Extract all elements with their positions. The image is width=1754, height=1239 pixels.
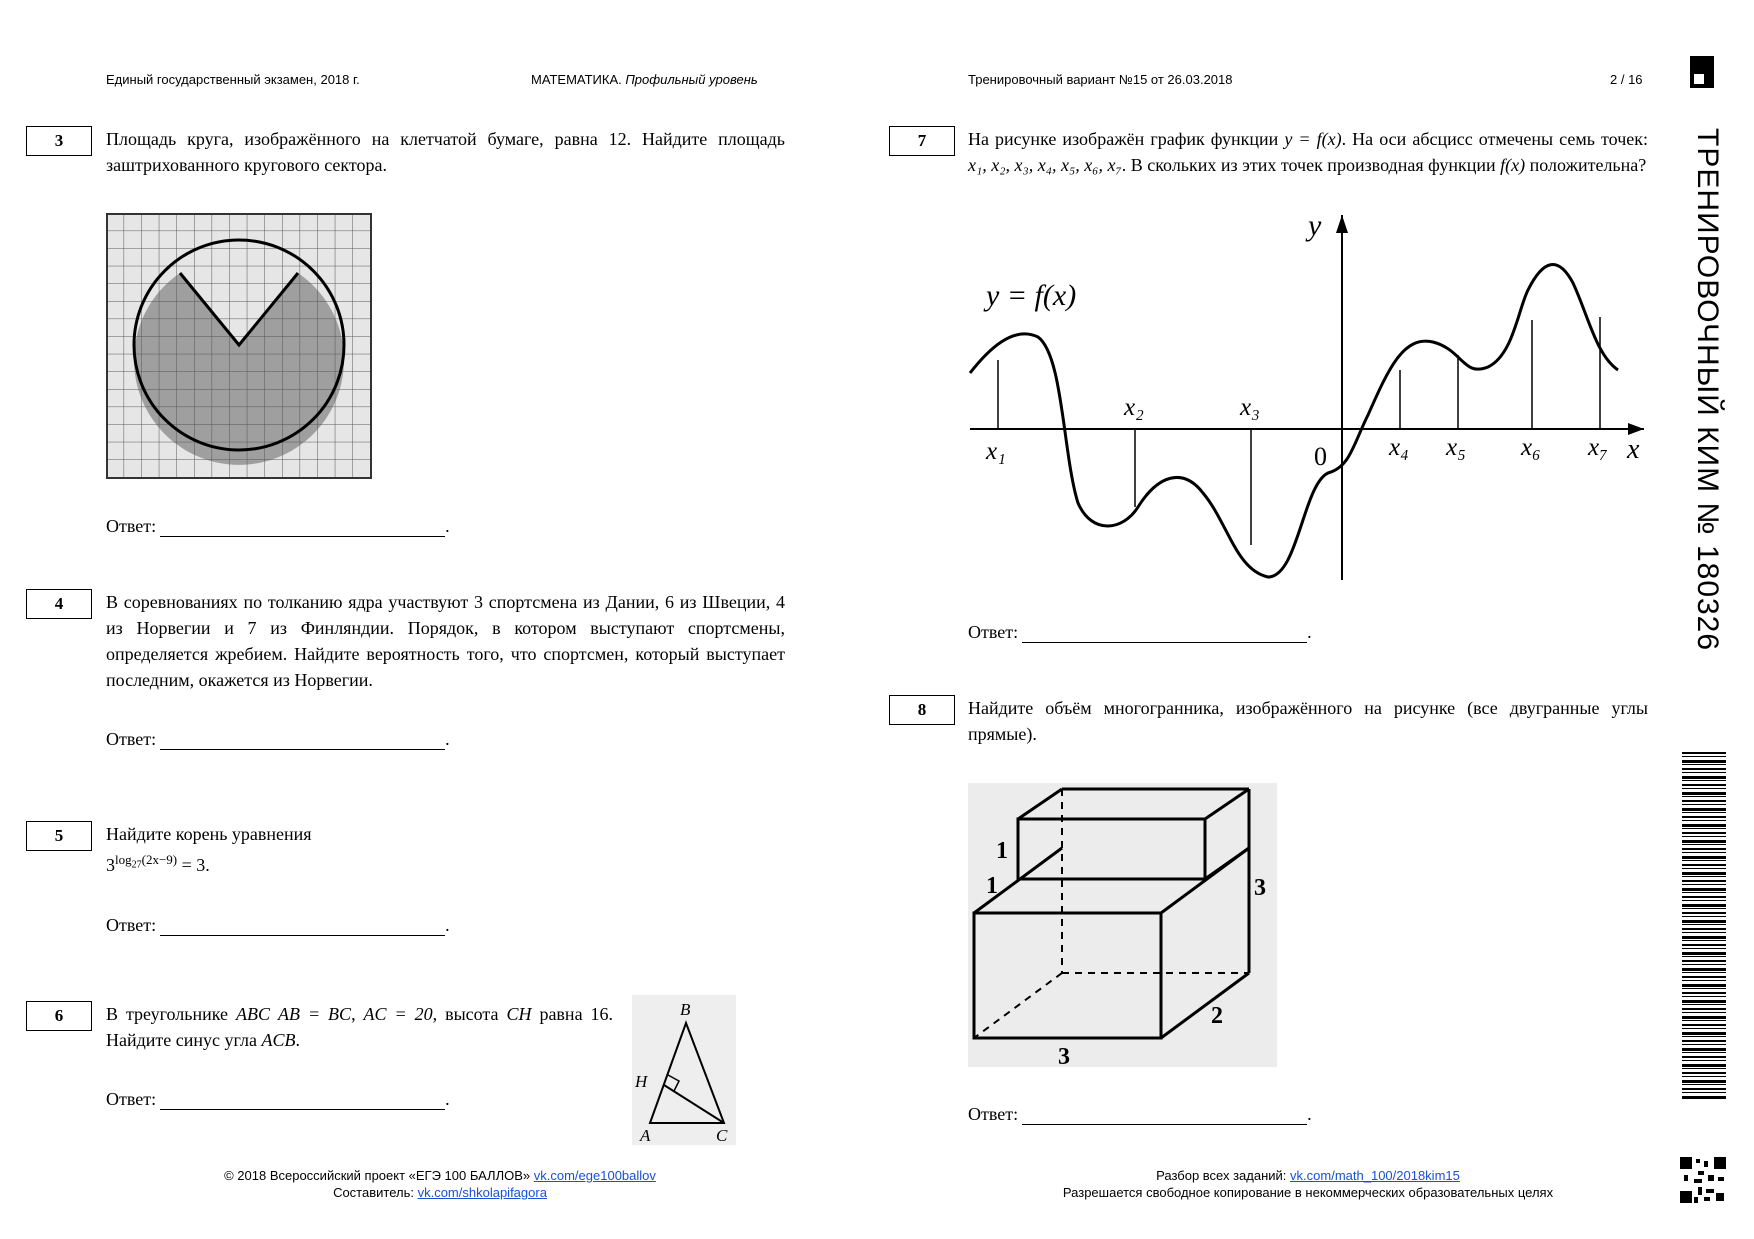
point-x1: x₁	[986, 438, 1006, 465]
task-4-answer-field[interactable]	[160, 731, 445, 750]
task-5-answer-field[interactable]	[160, 917, 445, 936]
task-3-answer-field[interactable]	[160, 518, 445, 537]
x-axis-label: x	[1627, 434, 1640, 465]
point-x3: x₃	[1240, 394, 1260, 421]
task-6-answer-field[interactable]	[160, 1091, 445, 1110]
task-6-answer: Ответ: .	[106, 1089, 450, 1109]
task-5-text: Найдите корень уравнения $3^{log_{27}(2x-9)} = 3$.	[106, 821, 785, 879]
task-4-text: В соревнованиях по толканию ядра участвуют 3 спортсмена из Дании, 6 из Швеции, 4 из Норвегии и 7 из Финляндии. Порядок, в котором выступают спортсмены, определяется жребием. Найдите вероятность того, что спортсмен, который выступает последним, окажется из Норвегии.	[106, 592, 785, 690]
label-H: H	[635, 1072, 648, 1091]
task-3-answer: Ответ: .	[106, 516, 450, 536]
corner-mark-icon	[1690, 56, 1714, 88]
task-3-number: 3	[26, 126, 92, 156]
task-8-answer: Ответ: .	[968, 1104, 1312, 1124]
origin-label: 0	[1314, 442, 1327, 471]
footer-left: © 2018 Всероссийский проект «ЕГЭ 100 БАЛЛОВ» vk.com/ege100ballov Составитель: vk.com/shkolapifagora	[224, 1168, 656, 1200]
y-axis-label: y	[1308, 209, 1322, 242]
point-x7: x₇	[1588, 434, 1608, 461]
point-x5: x₅	[1446, 434, 1466, 461]
task-7-text: На рисунке изображён график функции y = f(x). На оси абсцисс отмечены семь точек: x₁, x₂, x₃, x₄, x₅, x₆, x₇. В скольких из этих точек производная функции f(x) положительна?	[968, 129, 1648, 175]
task-8-answer-field[interactable]	[1022, 1106, 1307, 1125]
header-variant: Тренировочный вариант №15 от 26.03.2018	[968, 72, 1233, 87]
task-7-function-graph	[968, 205, 1648, 585]
side-title: ТРЕНИРОВОЧНЫЙ КИМ № 180326	[1691, 128, 1724, 652]
task-6-triangle-figure	[632, 995, 736, 1145]
footer-right: Разбор всех заданий: vk.com/math_100/2018kim15 Разрешается свободное копирование в некоммерческих образовательных целях	[1062, 1168, 1554, 1200]
task-5-equation: $3^{log_{27}(2x-9)} = 3$.	[106, 852, 210, 875]
header-exam-title: Единый государственный экзамен, 2018 г.	[106, 72, 360, 87]
label-B: B	[680, 1000, 691, 1019]
task-7-number: 7	[889, 126, 955, 156]
header-page-number: 2 / 16	[1610, 72, 1643, 87]
task-6-text: В треугольнике ABC AB = BC, AC = 20, высота CH равна 16. Найдите синус угла ACB.	[106, 1004, 614, 1050]
point-x2: x₂	[1124, 394, 1144, 421]
dim-height: 3	[1254, 875, 1266, 901]
footer-project-link[interactable]: vk.com/ege100ballov	[533, 1168, 656, 1183]
header-subject: МАТЕМАТИКА. Профильный уровень	[531, 72, 758, 87]
dim-top-height: 1	[996, 838, 1008, 864]
footer-solutions-link[interactable]: vk.com/math_100/2018kim15	[1290, 1168, 1460, 1183]
function-label: y = f(x)	[986, 279, 1077, 312]
dim-width: 3	[1058, 1044, 1070, 1067]
barcode-icon	[1682, 752, 1726, 1100]
task-6-number: 6	[26, 1001, 92, 1031]
task-3-text: Площадь круга, изображённого на клетчатой бумаге, равна 12. Найдите площадь заштрихованного кругового сектора.	[106, 129, 785, 175]
qr-code-icon	[1680, 1157, 1726, 1203]
task-4-number: 4	[26, 589, 92, 619]
task-8-polyhedron-figure	[968, 783, 1277, 1067]
point-x4: x₄	[1389, 434, 1409, 461]
task-4-answer: Ответ: .	[106, 729, 450, 749]
task-8-text: Найдите объём многогранника, изображённого на рисунке (все двугранные углы прямые).	[968, 698, 1648, 744]
footer-author-link[interactable]: vk.com/shkolapifagora	[417, 1185, 547, 1200]
task-7-answer-field[interactable]	[1022, 624, 1307, 643]
point-x6: x₆	[1521, 434, 1541, 461]
dim-mid-height: 1	[986, 873, 998, 899]
task-5-number: 5	[26, 821, 92, 851]
task-7-answer: Ответ: .	[968, 622, 1312, 642]
label-C: C	[716, 1126, 728, 1145]
task-5-answer: Ответ: .	[106, 915, 450, 935]
task-3-circle-figure	[106, 213, 372, 479]
dim-depth: 2	[1211, 1003, 1223, 1029]
task-8-number: 8	[889, 695, 955, 725]
label-A: A	[640, 1126, 651, 1145]
